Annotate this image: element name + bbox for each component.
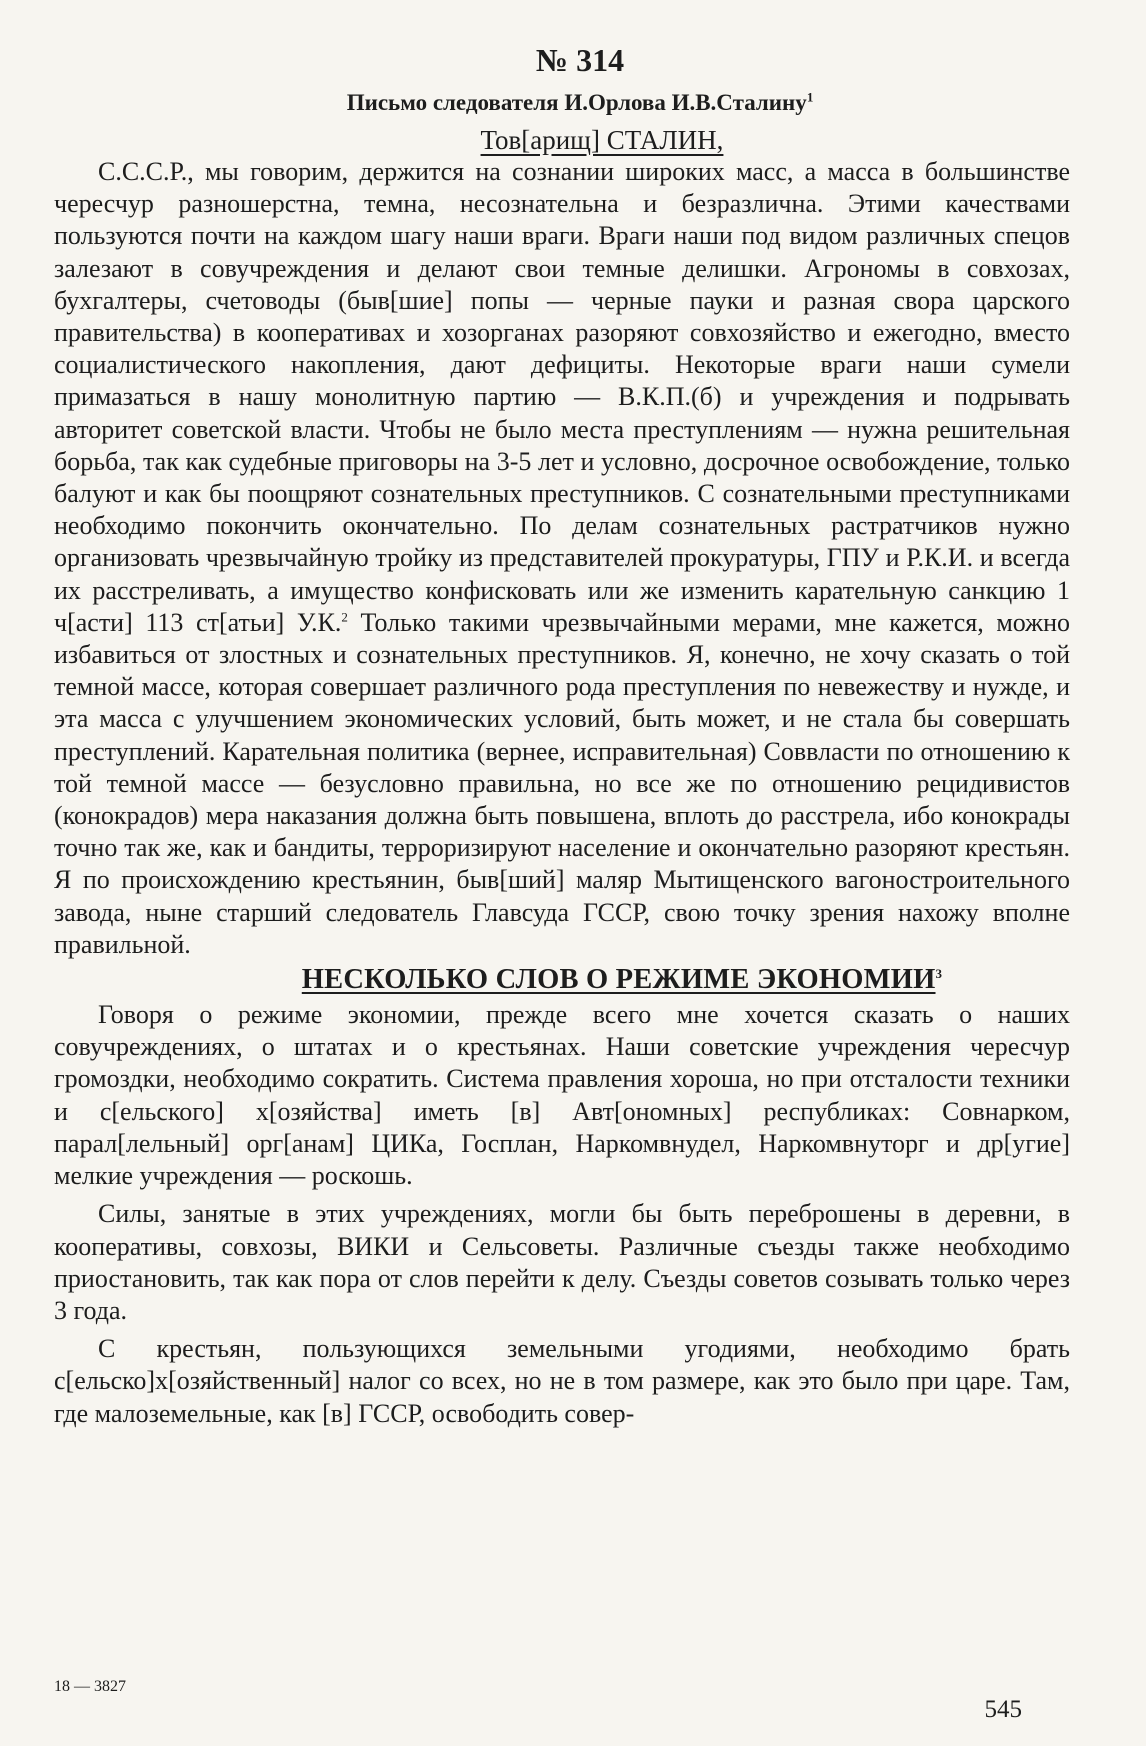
footnote-mark-2: 2: [341, 609, 348, 625]
document-page: [54, 40, 1071, 1723]
section-paragraph-3: С крестьян, пользующихся земельными угодиями, необходимо брать с[ельско]х[озяйственный] налог со всех, но не в том размере, как это было при царе. Там, где малоземельные, как [в] ГССР, освободить совер-: [54, 1334, 1070, 1428]
letter-paragraph: [54, 156, 1070, 961]
section-paragraph-1: Говоря о режиме экономии, прежде всего мне хочется сказать о наших совучреждениях, о штатах и о крестьянах. Наши советские учреждения чересчур громоздки, необходимо сократить. Система правления хороша, но при отсталости техники и с[ельского] х[озяйства] иметь [в] Авт[ономных] республиках: Совнарком, парал[лельный] орг[анам] ЦИКа, Госплан, Наркомвнудел, Наркомвнуторг и др[угие] мелкие учреждения — роскошь.: [54, 1000, 1070, 1191]
document-title-text: Письмо следователя И.Орлова И.В.Сталину: [346, 90, 807, 115]
section-paragraph-2: Силы, занятые в этих учреждениях, могли бы быть переброшены в деревни, в кооперативы, совхозы, ВИКИ и Сельсоветы. Различные съезды также необходимо приостановить, так как пора от слов перейти к делу. Съезды советов созывать только через 3 года.: [54, 1199, 1070, 1325]
page-number: 545: [984, 1696, 1022, 1723]
salutation: Тов[арищ] СТАЛИН,: [480, 125, 724, 155]
letter-text-part-2: Только такими чрезвычайными мерами, мне кажется, можно избавиться от злостных и сознательных преступников. Я, конечно, не хочу сказать о той темной массе, которая совершает различного рода преступления по невежеству и нужде, и эта масса с улучшением экономических условий, быть может, и не стала бы совершать преступлений. Карательная политика (вернее, исправительная) Соввласти по отношению к той темной массе — безусловно правильна, но все же по отношению рецидивистов (конокрадов) мера наказания должна быть повышена, вплоть до расстрела, ибо конокрады точно так же, как и бандиты, терроризируют население и окончательно разоряют крестьян. Я по происхождению крестьянин, быв[ший] маляр Мытищенского вагоностроительного завода, ныне старший следователь Главсуда ГССР, свою точку зрения нахожу вполне правильной.: [54, 607, 1071, 959]
printer-signature-mark: 18 — 3827: [54, 1678, 126, 1695]
section-heading-text: НЕСКОЛЬКО СЛОВ О РЕЖИМЕ ЭКОНОМИИ: [301, 964, 936, 996]
document-title: [54, 88, 1070, 118]
title-footnote-mark: 1: [806, 89, 814, 105]
letter-text-part-1: С.С.С.Р., мы говорим, держится на сознании широких масс, а масса в большинстве чересчур разношерстна, темна, несознательна и безразлична. Этими качествами пользуются почти на каждом шагу наши враги. Враги наши под видом различных спецов залезают в совучреждения и делают свои темные делишки. Агрономы в совхозах, бухгалтеры, счетоводы (быв[шие] попы — черные пауки и разная свора царского правительства) в кооперативах и хозорганах разоряют совхозяйство и ежегодно, вместо социалистического накопления, дают дефициты. Некоторые враги наши сумели примазаться в нашу монолитную партию — В.К.П.(б) и учреждения и подрывать авторитет советской власти. Чтобы не было места преступлениям — нужна решительная борьба, так как судебные приговоры на 3-5 лет и условно, досрочное освобождение, только балуют и как бы поощряют сознательных преступников. С сознательными преступниками необходимо покончить окончательно. По делам сознательных растратчиков нужно организовать чрезвычайную тройку из представителей прокуратуры, ГПУ и Р.К.И. и всегда их расстреливать, а имущество конфисковать или же изменить карательную санкцию 1 ч[асти] 113 ст[атьи] У.К.: [54, 157, 1070, 637]
section-heading: НЕСКОЛЬКО СЛОВ О РЕЖИМЕ ЭКОНОМИИ3: [301, 964, 943, 996]
document-number: № 314: [535, 42, 625, 78]
